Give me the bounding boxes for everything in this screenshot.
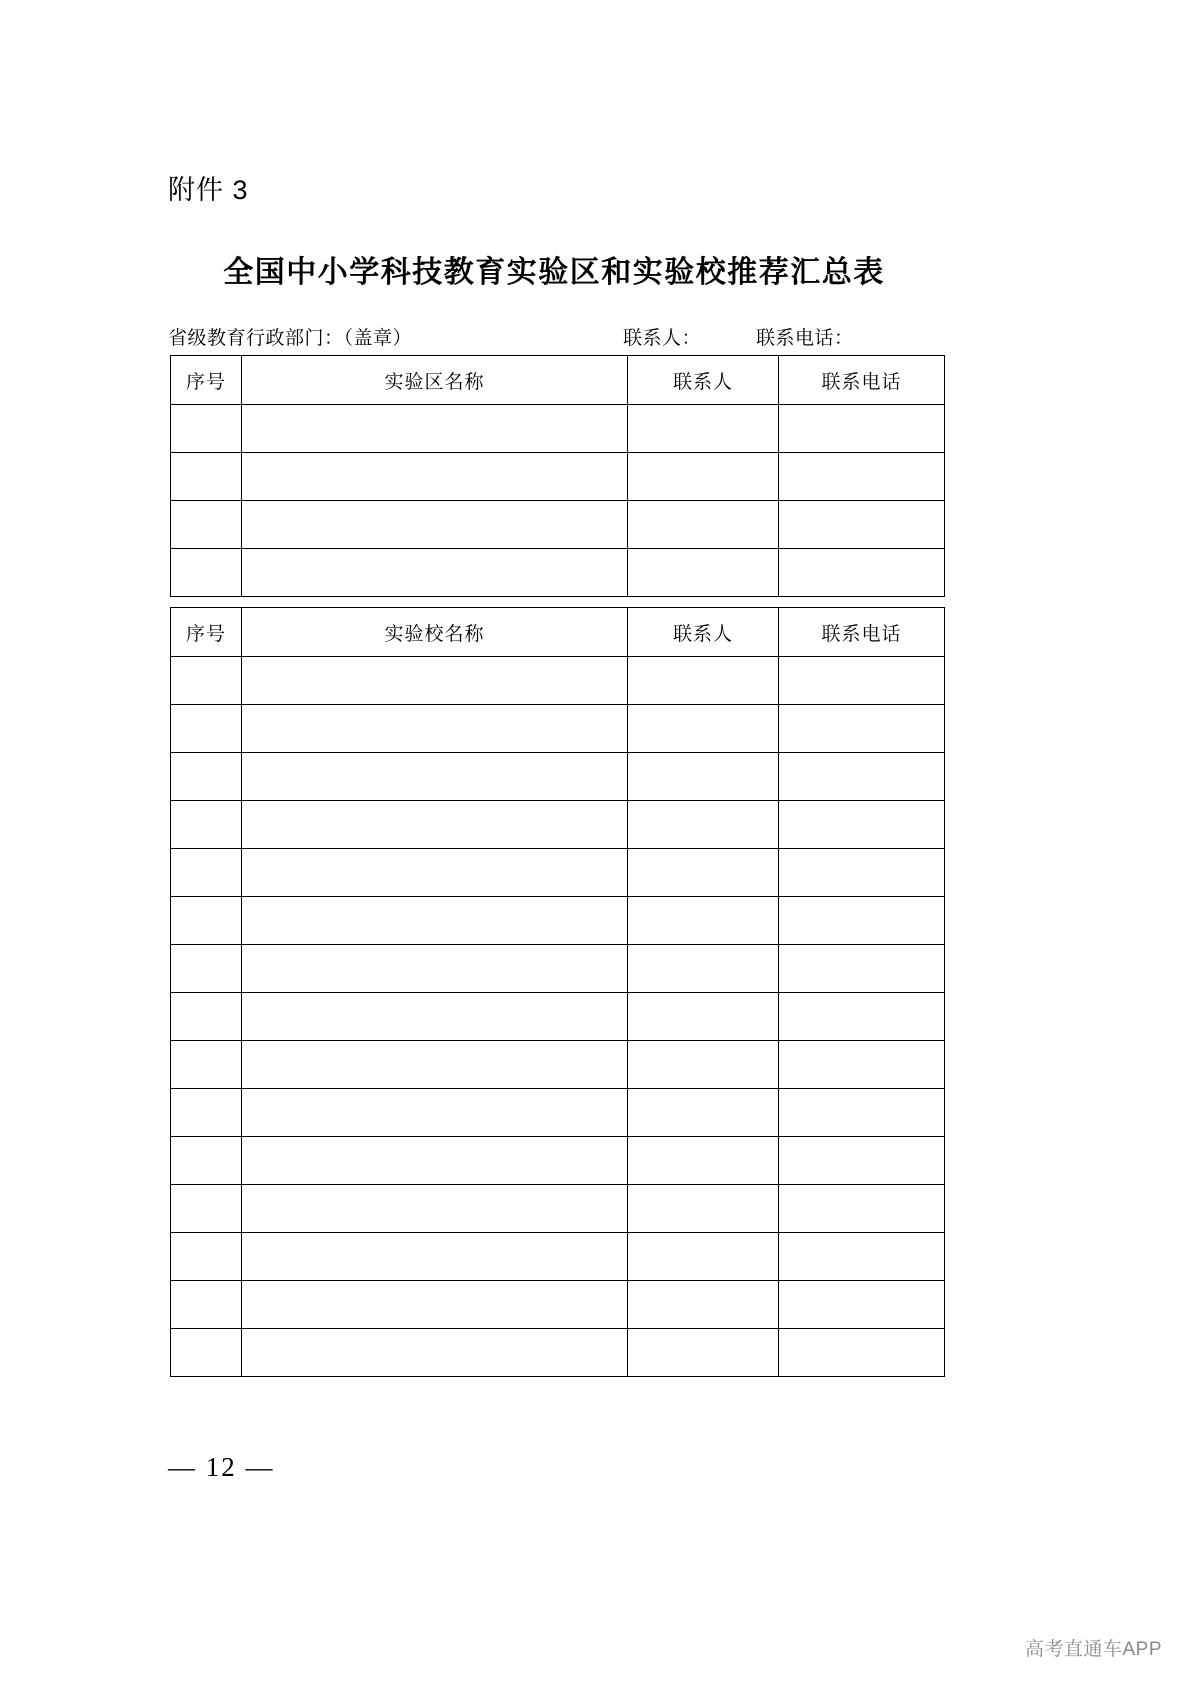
district-cell-name[interactable]: [242, 549, 628, 597]
table-row: [171, 993, 945, 1041]
district-cell-index[interactable]: [171, 501, 242, 549]
district-cell-phone[interactable]: [779, 501, 945, 549]
school-cell-phone[interactable]: [779, 1329, 945, 1377]
school-cell-index[interactable]: [171, 1281, 242, 1329]
attachment-label: 附件 3: [168, 175, 249, 205]
table-row: [171, 1185, 945, 1233]
school-cell-phone[interactable]: [779, 945, 945, 993]
school-cell-name[interactable]: [242, 705, 628, 753]
table-row: [171, 453, 945, 501]
school-cell-index[interactable]: [171, 897, 242, 945]
school-cell-phone[interactable]: [779, 1281, 945, 1329]
school-cell-phone[interactable]: [779, 705, 945, 753]
school-cell-person[interactable]: [628, 801, 779, 849]
school-cell-person[interactable]: [628, 1089, 779, 1137]
school-cell-person[interactable]: [628, 897, 779, 945]
district-cell-index[interactable]: [171, 405, 242, 453]
school-cell-phone[interactable]: [779, 657, 945, 705]
district-cell-name[interactable]: [242, 453, 628, 501]
watermark: 高考直通车APP: [1024, 1639, 1162, 1660]
school-cell-index[interactable]: [171, 1233, 242, 1281]
school-cell-name[interactable]: [242, 993, 628, 1041]
school-cell-index[interactable]: [171, 705, 242, 753]
school-cell-phone[interactable]: [779, 1041, 945, 1089]
school-cell-person[interactable]: [628, 849, 779, 897]
school-cell-phone[interactable]: [779, 993, 945, 1041]
school-cell-index[interactable]: [171, 1185, 242, 1233]
table-row: [171, 897, 945, 945]
school-cell-phone[interactable]: [779, 1233, 945, 1281]
school-header-name: 实验校名称: [242, 608, 628, 657]
school-cell-person[interactable]: [628, 945, 779, 993]
school-cell-phone[interactable]: [779, 897, 945, 945]
district-cell-person[interactable]: [628, 453, 779, 501]
school-cell-person[interactable]: [628, 1041, 779, 1089]
school-header-row: [171, 608, 945, 657]
spacer-cell: [242, 597, 628, 608]
school-cell-index[interactable]: [171, 1137, 242, 1185]
table-row: [171, 1329, 945, 1377]
school-cell-index[interactable]: [171, 1041, 242, 1089]
school-cell-person[interactable]: [628, 753, 779, 801]
page-title: 全国中小学科技教育实验区和实验校推荐汇总表: [223, 256, 885, 289]
school-cell-name[interactable]: [242, 657, 628, 705]
district-cell-phone[interactable]: [779, 549, 945, 597]
school-cell-phone[interactable]: [779, 1185, 945, 1233]
table-row: [171, 945, 945, 993]
table-row: [171, 657, 945, 705]
school-cell-person[interactable]: [628, 1185, 779, 1233]
table-row: [171, 1233, 945, 1281]
table-row: [171, 501, 945, 549]
school-cell-index[interactable]: [171, 945, 242, 993]
recommendation-table: [170, 355, 945, 1377]
district-header-name: 实验区名称: [242, 356, 628, 405]
table-row: [171, 549, 945, 597]
district-cell-person[interactable]: [628, 501, 779, 549]
school-cell-index[interactable]: [171, 657, 242, 705]
school-header-person: 联系人: [628, 608, 779, 657]
school-cell-name[interactable]: [242, 897, 628, 945]
district-header-phone: 联系电话: [779, 356, 945, 405]
school-cell-phone[interactable]: [779, 1137, 945, 1185]
school-cell-phone[interactable]: [779, 801, 945, 849]
district-cell-name[interactable]: [242, 405, 628, 453]
school-cell-person[interactable]: [628, 1329, 779, 1377]
school-cell-name[interactable]: [242, 1185, 628, 1233]
school-cell-name[interactable]: [242, 753, 628, 801]
school-cell-person[interactable]: [628, 1281, 779, 1329]
school-cell-person[interactable]: [628, 993, 779, 1041]
school-cell-person[interactable]: [628, 705, 779, 753]
school-cell-index[interactable]: [171, 849, 242, 897]
table-spacer: [171, 597, 945, 608]
table-row: [171, 753, 945, 801]
school-cell-name[interactable]: [242, 1281, 628, 1329]
school-cell-phone[interactable]: [779, 849, 945, 897]
school-cell-index[interactable]: [171, 753, 242, 801]
school-cell-phone[interactable]: [779, 753, 945, 801]
school-cell-name[interactable]: [242, 1041, 628, 1089]
school-header-index: 序号: [171, 608, 242, 657]
school-cell-index[interactable]: [171, 801, 242, 849]
district-cell-index[interactable]: [171, 549, 242, 597]
school-cell-name[interactable]: [242, 1329, 628, 1377]
school-cell-index[interactable]: [171, 993, 242, 1041]
school-cell-name[interactable]: [242, 849, 628, 897]
contact-phone-label: 联系电话：: [756, 328, 854, 349]
school-header-phone: 联系电话: [779, 608, 945, 657]
school-cell-person[interactable]: [628, 1233, 779, 1281]
table-row: [171, 801, 945, 849]
school-cell-person[interactable]: [628, 1137, 779, 1185]
spacer-cell: [628, 597, 779, 608]
page-number: — 12 —: [168, 1452, 275, 1482]
district-cell-phone[interactable]: [779, 405, 945, 453]
school-cell-name[interactable]: [242, 1137, 628, 1185]
district-cell-person[interactable]: [628, 549, 779, 597]
district-cell-person[interactable]: [628, 405, 779, 453]
district-header-person: 联系人: [628, 356, 779, 405]
school-cell-phone[interactable]: [779, 1089, 945, 1137]
table-row: [171, 1137, 945, 1185]
school-cell-name[interactable]: [242, 1089, 628, 1137]
spacer-cell: [779, 597, 945, 608]
district-header-index: 序号: [171, 356, 242, 405]
district-cell-index[interactable]: [171, 453, 242, 501]
district-cell-phone[interactable]: [779, 453, 945, 501]
spacer-cell: [171, 597, 242, 608]
school-cell-name[interactable]: [242, 801, 628, 849]
table-row: [171, 1089, 945, 1137]
table-row: [171, 1041, 945, 1089]
table-row: [171, 405, 945, 453]
district-cell-name[interactable]: [242, 501, 628, 549]
school-cell-index[interactable]: [171, 1089, 242, 1137]
school-cell-person[interactable]: [628, 657, 779, 705]
table-row: [171, 705, 945, 753]
school-cell-name[interactable]: [242, 945, 628, 993]
department-label: 省级教育行政部门：（盖章）: [168, 328, 413, 349]
table-row: [171, 1281, 945, 1329]
contact-person-label: 联系人：: [623, 328, 702, 349]
school-cell-index[interactable]: [171, 1329, 242, 1377]
school-cell-name[interactable]: [242, 1233, 628, 1281]
table-row: [171, 849, 945, 897]
district-header-row: [171, 356, 945, 405]
